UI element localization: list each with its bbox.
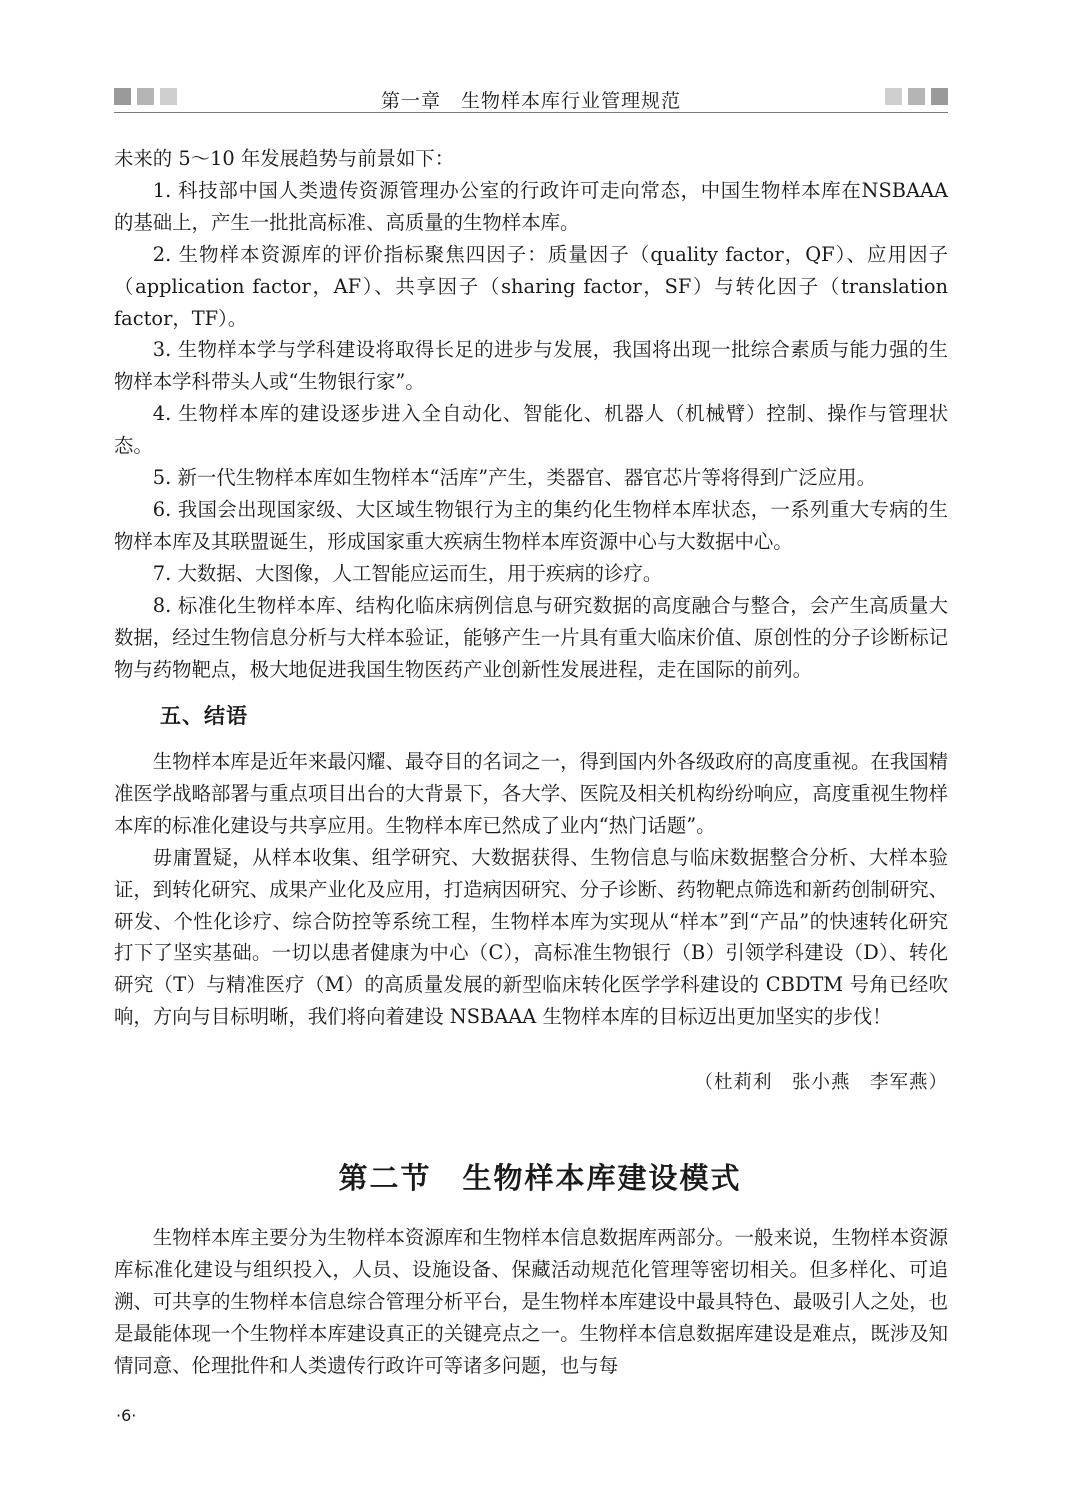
header-decor-square: [908, 88, 925, 105]
section2-body: [114, 1222, 948, 1382]
trend-item: 6. 我国会出现国家级、大区域生物银行为主的集约化生物样本库状态，一系列重大专病的生物样本库及其联盟诞生，形成国家重大疾病生物样本库资源中心与大数据中心。: [114, 497, 948, 553]
trend-item: 8. 标准化生物样本库、结构化临床病例信息与研究数据的高度融合与整合，会产生高质量大数据，经过生物信息分析与大样本验证，能够产生一片具有重大临床价值、原创性的分子诊断标记物与药物靶点，极大地促进我国生物医药产业创新性发展进程，走在国际的前列。: [114, 593, 948, 681]
running-header: [114, 86, 948, 113]
section-title: 第二节 生物样本库建设模式: [338, 1161, 742, 1195]
trends-intro: 未来的 5～10 年发展趋势与前景如下：: [114, 147, 455, 170]
conclusion-section: [114, 746, 948, 1033]
conclusion-paragraph: 生物样本库是近年来最闪耀、最夺目的名词之一，得到国内外各级政府的高度重视。在我国精准医学战略部署与重点项目出台的大背景下，各大学、医院及相关机构纷纷响应，高度重视生物样本库的标准化建设与共享应用。生物样本库已然成了业内“热门话题”。: [114, 750, 948, 837]
trend-item: 4. 生物样本库的建设逐步进入全自动化、智能化、机器人（机械臂）控制、操作与管理状态。: [114, 402, 948, 458]
trend-item: 3. 生物样本学与学科建设将取得长足的进步与发展，我国将出现一批综合素质与能力强的生物样本学科带头人或“生物银行家”。: [114, 338, 948, 394]
page-number: ·6·: [116, 1406, 137, 1425]
trends-section: [114, 143, 948, 685]
trend-item: 2. 生物样本资源库的评价指标聚焦四因子：质量因子（quality factor，QF）、应用因子（application factor，AF）、共享因子（sharing factor，SF）与转化因子（translation factor，TF）。: [114, 242, 948, 330]
header-decor-square: [885, 88, 902, 105]
trend-item: 7. 大数据、大图像，人工智能应运而生，用于疾病的诊疗。: [152, 561, 663, 585]
conclusion-heading: 五、结语: [160, 704, 248, 728]
chapter-title: 第一章 生物样本库行业管理规范: [380, 90, 681, 112]
trend-item: 1. 科技部中国人类遗传资源管理办公室的行政许可走向常态，中国生物样本库在NSBAAA 的基础上，产生一批批高标准、高质量的生物样本库。: [114, 178, 948, 234]
conclusion-paragraph: 毋庸置疑，从样本收集、组学研究、大数据获得、生物信息与临床数据整合分析、大样本验证，到转化研究、成果产业化及应用，打造病因研究、分子诊断、药物靶点筛选和新药创制研究、研发、个性化诊疗、综合防控等系统工程，生物样本库为实现从“样本”到“产品”的快速转化研究打下了坚实基础。一切以患者健康为中心（C），高标准生物银行（B）引领学科建设（D）、转化研究（T）与精准医疗（M）的高质量发展的新型临床转化医学学科建设的 CBDTM 号角已经吹响，方向与目标明晰，我们将向着建设 NSBAAA 生物样本库的目标迈出更加坚实的步伐！: [114, 845, 948, 1029]
section2-paragraph: 生物样本库主要分为生物样本资源库和生物样本信息数据库两部分。一般来说，生物样本资源库标准化建设与组织投入，人员、设施设备、保藏活动规范化管理等密切相关。但多样化、可追溯、可共享的生物样本信息综合管理分析平台，是生物样本库建设中最具特色、最吸引人之处，也是最能体现一个生物样本库建设真正的关键亮点之一。生物样本信息数据库建设是难点，既涉及知情同意、伦理批件和人类遗传行政许可等诸多问题，也与每: [114, 1226, 948, 1377]
header-decor-square: [931, 88, 948, 105]
trend-item: 5. 新一代生物样本库如生物样本“活库”产生，类器官、器官芯片等将得到广泛应用。: [152, 466, 876, 490]
author-credit: （杜莉利 张小燕 李军燕）: [694, 1072, 948, 1093]
